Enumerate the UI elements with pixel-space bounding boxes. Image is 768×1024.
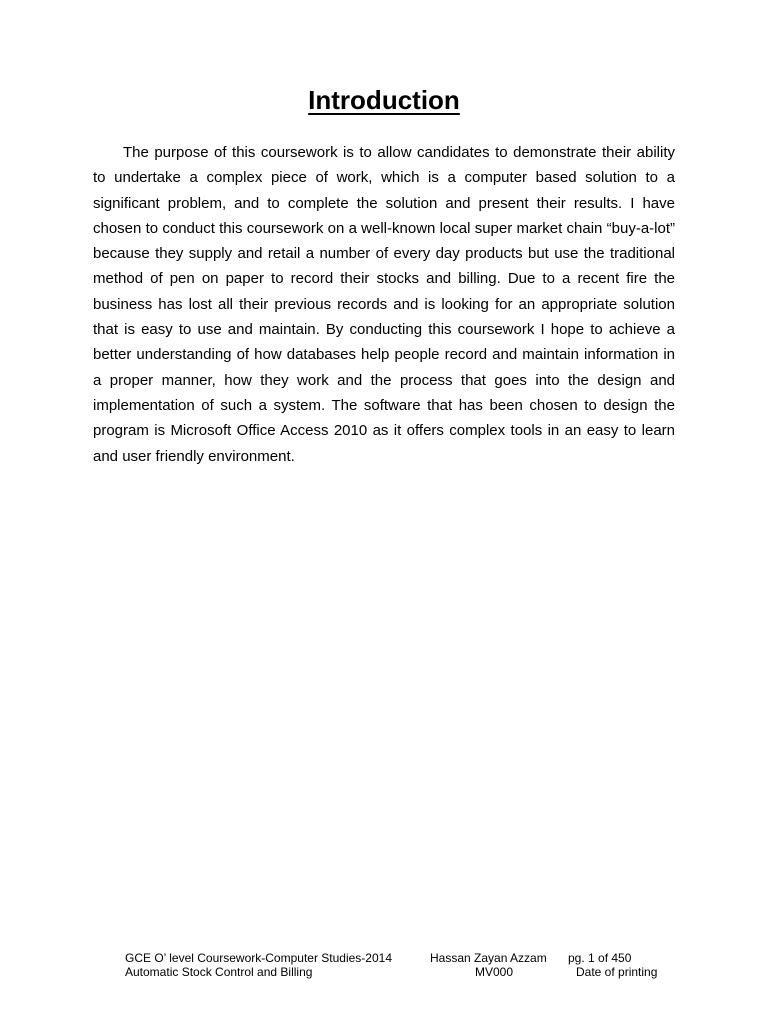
footer-date: Date of printing (576, 965, 658, 979)
footer-row-2 (125, 965, 685, 979)
footer-page-number: pg. 1 of 450 (568, 951, 632, 965)
footer-course: GCE O’ level Coursework-Computer Studies-2014 (125, 951, 392, 965)
page-title: Introduction (308, 85, 460, 115)
page-footer (125, 951, 685, 979)
footer-project: Automatic Stock Control and Billing (125, 965, 313, 979)
footer-centre-number: MV000 (475, 965, 514, 979)
footer-row-1 (125, 951, 685, 965)
footer-author: Hassan Zayan Azzam (430, 951, 547, 965)
intro-paragraph: The purpose of this coursework is to allow candidates to demonstrate their ability to undertake a complex piece of work, which is a computer based solution to a significant problem, and to complete the solution and present their results. I have chosen to conduct this coursework on a well-known local super market chain “buy-a-lot” because they supply and retail a number of every day products but use the traditional method of pen on paper to record their stocks and billing. Due to a recent fire the business has lost all their previous records and is looking for an appropriate solution that is easy to use and maintain. By conducting this coursework I hope to achieve a better understanding of how databases help people record and maintain information in a proper manner, how they work and the process that goes into the design and implementation of such a system. The software that has been chosen to design the program is Microsoft Office Access 2010 as it offers complex tools in an easy to learn and user friendly environment. (93, 144, 675, 465)
